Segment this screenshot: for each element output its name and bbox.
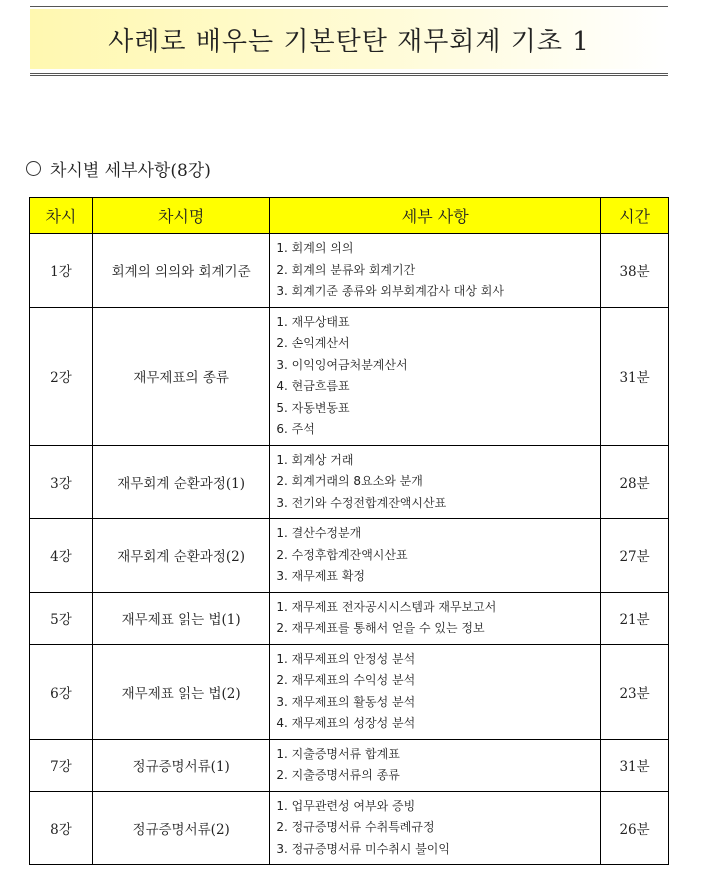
detail-item: 3. 정규증명서류 미수취시 불이익 — [276, 841, 450, 856]
schedule-table — [29, 197, 669, 865]
session-cell: 2강 — [30, 307, 93, 445]
session-name-cell: 재무회계 순환과정(1) — [92, 445, 270, 519]
detail-item: 1. 업무관련성 여부와 증빙 — [276, 798, 416, 813]
detail-item: 2. 재무제표를 통해서 얻을 수 있는 정보 — [276, 621, 485, 635]
session-cell: 4강 — [30, 519, 93, 593]
section-heading — [26, 156, 211, 181]
time-cell: 21분 — [601, 592, 669, 644]
table-row — [30, 445, 669, 519]
session-cell: 5강 — [30, 592, 93, 644]
detail-item: 3. 이익잉여금처분계산서 — [276, 357, 408, 372]
table-row — [30, 234, 669, 308]
detail-item: 2. 지출증명서류의 종류 — [276, 768, 400, 782]
time-cell: 31분 — [601, 739, 669, 791]
time-cell: 27분 — [601, 519, 669, 593]
title-banner — [30, 6, 668, 76]
details-cell — [270, 445, 601, 519]
time-cell: 28분 — [601, 445, 669, 519]
session-name-cell: 정규증명서류(2) — [92, 791, 270, 865]
details-cell — [270, 307, 601, 445]
detail-item: 3. 회계기준 종류와 외부회계감사 대상 회사 — [276, 284, 504, 298]
session-cell: 6강 — [30, 644, 93, 739]
session-name-cell: 재무제표 읽는 법(2) — [92, 644, 270, 739]
session-name-cell: 정규증명서류(1) — [92, 739, 270, 791]
session-name-cell: 재무제표 읽는 법(1) — [92, 592, 270, 644]
details-cell — [270, 234, 601, 308]
session-name-cell: 회계의 의의와 회계기준 — [92, 234, 270, 308]
detail-item: 1. 재무제표의 안정성 분석 — [276, 651, 416, 666]
detail-item: 3. 전기와 수정전합계잔액시산표 — [276, 495, 447, 510]
title-rule-top — [30, 6, 668, 7]
detail-item: 2. 회계의 분류와 회계기간 — [276, 262, 416, 277]
table-row — [30, 791, 669, 865]
table-body — [30, 234, 669, 865]
detail-item: 1. 회계의 의의 — [276, 241, 354, 255]
detail-item: 2. 회계거래의 8요소와 분개 — [276, 474, 423, 488]
details-cell — [270, 519, 601, 593]
detail-item: 1. 재무제표 전자공시시스템과 재무보고서 — [276, 599, 497, 614]
time-cell: 23분 — [601, 644, 669, 739]
detail-item: 3. 재무제표의 활동성 분석 — [276, 694, 416, 709]
time-cell: 31분 — [601, 307, 669, 445]
circle-bullet-icon — [26, 161, 41, 176]
detail-item: 2. 정규증명서류 수취특례규정 — [276, 820, 435, 834]
table-row — [30, 592, 669, 644]
detail-item: 1. 재무상태표 — [276, 314, 350, 329]
session-cell: 1강 — [30, 234, 93, 308]
session-name-cell: 재무제표의 종류 — [92, 307, 270, 445]
header-details: 세부 사항 — [270, 198, 601, 234]
detail-item: 4. 현금흐름표 — [276, 379, 350, 393]
table-row — [30, 519, 669, 593]
details-cell — [270, 739, 601, 791]
detail-item: 5. 자동변동표 — [276, 400, 350, 415]
details-cell — [270, 791, 601, 865]
title-box — [30, 9, 668, 69]
time-cell: 26분 — [601, 791, 669, 865]
session-cell: 8강 — [30, 791, 93, 865]
header-name: 차시명 — [92, 198, 270, 234]
table-row — [30, 644, 669, 739]
detail-item: 2. 손익계산서 — [276, 336, 350, 350]
detail-item: 6. 주석 — [276, 422, 315, 436]
detail-item: 1. 지출증명서류 합계표 — [276, 746, 400, 761]
detail-item: 1. 회계상 거래 — [276, 452, 354, 467]
table-row — [30, 307, 669, 445]
session-cell: 3강 — [30, 445, 93, 519]
session-name-cell: 재무회계 순환과정(2) — [92, 519, 270, 593]
section-heading-text: 차시별 세부사항(8강) — [50, 161, 211, 181]
time-cell: 38분 — [601, 234, 669, 308]
details-cell — [270, 644, 601, 739]
table-header-row — [30, 198, 669, 234]
title-rule-bottom — [30, 73, 668, 76]
detail-item: 2. 재무제표의 수익성 분석 — [276, 673, 416, 687]
detail-item: 4. 재무제표의 성장성 분석 — [276, 716, 416, 730]
table-row — [30, 739, 669, 791]
detail-item: 3. 재무제표 확정 — [276, 569, 366, 583]
page-title: 사례로 배우는 기본탄탄 재무회계 기초 1 — [108, 26, 590, 57]
header-session: 차시 — [30, 198, 93, 234]
detail-item: 2. 수정후합계잔액시산표 — [276, 547, 408, 562]
session-cell: 7강 — [30, 739, 93, 791]
detail-item: 1. 결산수정분개 — [276, 526, 362, 540]
header-time: 시간 — [601, 198, 669, 234]
details-cell — [270, 592, 601, 644]
